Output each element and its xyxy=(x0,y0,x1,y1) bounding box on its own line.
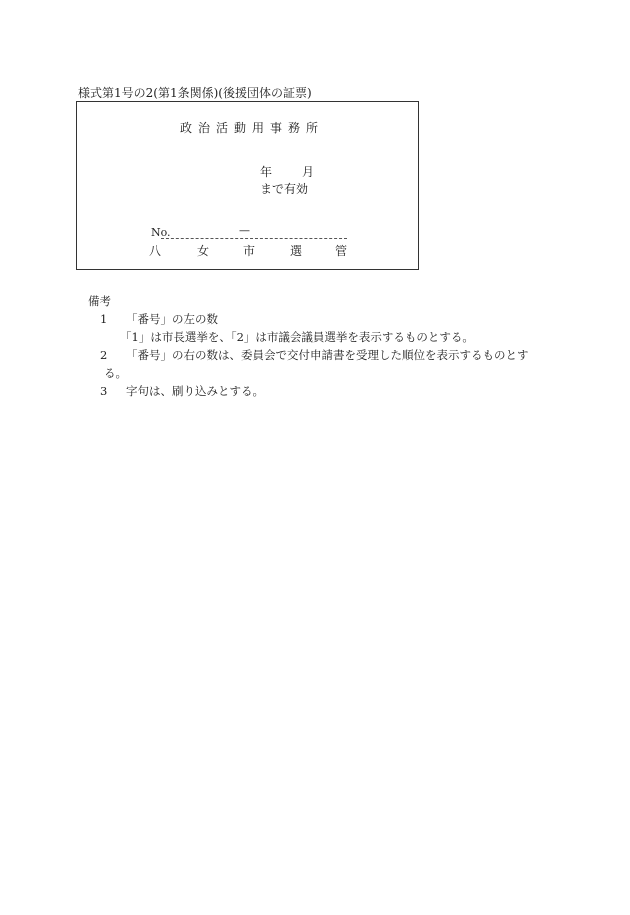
note-text: る。 xyxy=(104,366,127,380)
note-text: 「1」は市長選挙を、「2」は市議会議員選挙を表示するものとする。 xyxy=(120,330,474,344)
validity-year-label: 年 xyxy=(260,165,273,179)
notes-heading: 備考 xyxy=(88,294,111,308)
number-separator: — xyxy=(239,224,250,237)
note-item-continuation xyxy=(104,364,529,382)
card-heading: 政治活動用事務所 xyxy=(180,121,325,135)
note-item xyxy=(100,310,529,328)
note-item xyxy=(100,346,529,364)
number-dash-line xyxy=(161,238,347,239)
notes-section xyxy=(88,292,529,400)
number-label: No. xyxy=(151,226,171,239)
issuer-char: 女 xyxy=(197,244,210,258)
issuer-char: 管 xyxy=(335,244,348,258)
validity-text: まで有効 xyxy=(260,182,309,196)
note-number: 2 xyxy=(100,348,108,362)
note-text: 「番号」の左の数 xyxy=(126,312,218,326)
note-number: 3 xyxy=(100,384,108,398)
issuer-char: 八 xyxy=(149,244,162,258)
note-item-sub xyxy=(120,328,529,346)
validity-block xyxy=(260,164,314,198)
note-item xyxy=(100,382,529,400)
validity-month-label: 月 xyxy=(302,165,315,179)
note-text: 字句は、刷り込みとする。 xyxy=(126,384,264,398)
issuer-char: 選 xyxy=(290,244,303,258)
document-title: 様式第1号の2(第1条関係)(後援団体の証票) xyxy=(78,86,312,100)
note-text: 「番号」の右の数は、委員会で交付申請書を受理した順位を表示するものとす xyxy=(126,348,529,362)
certificate-card xyxy=(76,101,419,270)
issuer-char: 市 xyxy=(243,244,256,258)
note-number: 1 xyxy=(100,312,108,326)
